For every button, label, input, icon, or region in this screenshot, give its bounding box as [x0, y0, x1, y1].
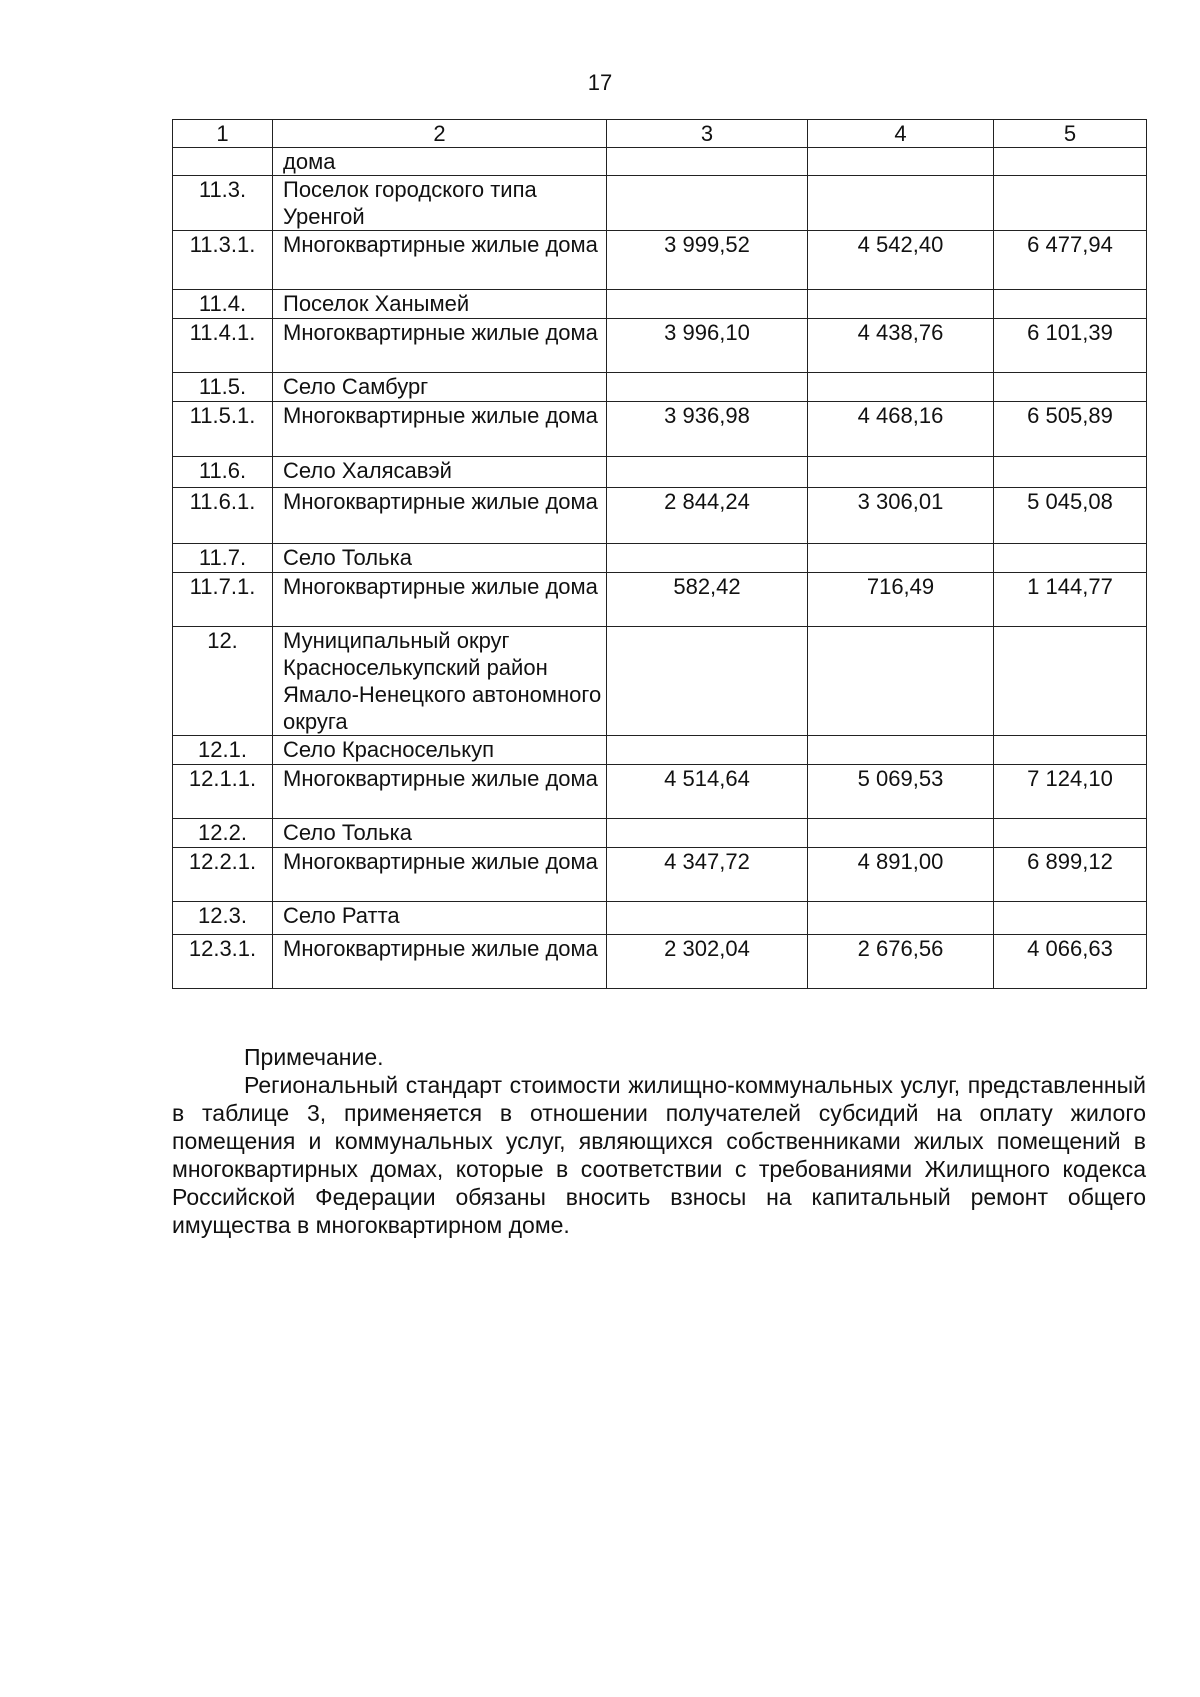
table-row: [173, 819, 1147, 848]
value-col3: [607, 544, 808, 573]
value-col5: [994, 819, 1147, 848]
row-name: Многоквартирные жилые дома: [273, 319, 607, 373]
row-name: Многоквартирные жилые дома: [273, 765, 607, 819]
row-name: Многоквартирные жилые дома: [273, 488, 607, 544]
value-col3: 3 999,52: [607, 231, 808, 290]
value-col4: [808, 736, 994, 765]
value-col3: 3 996,10: [607, 319, 808, 373]
value-col4: [808, 544, 994, 573]
row-name: Многоквартирные жилые дома: [273, 848, 607, 902]
row-number: [173, 148, 273, 176]
table-row: [173, 148, 1147, 176]
row-number: 11.4.1.: [173, 319, 273, 373]
table-row: [173, 902, 1147, 935]
row-number: 11.4.: [173, 290, 273, 319]
value-col4: [808, 627, 994, 736]
value-col5: [994, 544, 1147, 573]
value-col5: 7 124,10: [994, 765, 1147, 819]
value-col5: [994, 902, 1147, 935]
value-col4: [808, 373, 994, 402]
value-col4: [808, 148, 994, 176]
row-number: 11.6.: [173, 457, 273, 488]
table-row: [173, 457, 1147, 488]
row-number: 11.3.1.: [173, 231, 273, 290]
value-col5: 6 477,94: [994, 231, 1147, 290]
value-col3: [607, 373, 808, 402]
row-number: 12.1.1.: [173, 765, 273, 819]
value-col3: [607, 627, 808, 736]
row-name: Село Ратта: [273, 902, 607, 935]
row-name: Село Толька: [273, 544, 607, 573]
table-row: [173, 290, 1147, 319]
value-col5: 5 045,08: [994, 488, 1147, 544]
table-row: [173, 231, 1147, 290]
table-row: [173, 765, 1147, 819]
row-number: 12.3.1.: [173, 935, 273, 989]
value-col3: [607, 902, 808, 935]
row-number: 11.3.: [173, 176, 273, 231]
value-col5: [994, 373, 1147, 402]
value-col5: 6 899,12: [994, 848, 1147, 902]
header-cell: 1: [173, 120, 273, 148]
table-row: [173, 488, 1147, 544]
value-col3: 2 844,24: [607, 488, 808, 544]
value-col3: [607, 176, 808, 231]
table-row: [173, 736, 1147, 765]
value-col3: 4 347,72: [607, 848, 808, 902]
row-number: 11.7.1.: [173, 573, 273, 627]
row-name: Муниципальный округ Красноселькупский район Ямало-Ненецкого автономного округа: [273, 627, 607, 736]
row-name: Поселок городского типа Уренгой: [273, 176, 607, 231]
row-name: Поселок Ханымей: [273, 290, 607, 319]
value-col4: 5 069,53: [808, 765, 994, 819]
page-number: 17: [587, 70, 613, 95]
value-col3: [607, 457, 808, 488]
note-title: Примечание.: [244, 1044, 384, 1070]
value-col5: 6 101,39: [994, 319, 1147, 373]
value-col4: 2 676,56: [808, 935, 994, 989]
row-number: 11.5.: [173, 373, 273, 402]
value-col4: 3 306,01: [808, 488, 994, 544]
value-col3: [607, 148, 808, 176]
row-number: 11.6.1.: [173, 488, 273, 544]
table-row: [173, 935, 1147, 989]
header-cell: 3: [607, 120, 808, 148]
table-row: [173, 573, 1147, 627]
value-col3: 582,42: [607, 573, 808, 627]
value-col4: [808, 176, 994, 231]
value-col4: 4 468,16: [808, 402, 994, 457]
row-number: 12.: [173, 627, 273, 736]
value-col4: 716,49: [808, 573, 994, 627]
value-col3: [607, 819, 808, 848]
row-number: 11.7.: [173, 544, 273, 573]
value-col4: [808, 290, 994, 319]
value-col5: [994, 736, 1147, 765]
value-col3: 4 514,64: [607, 765, 808, 819]
header-cell: 2: [273, 120, 607, 148]
table-row: [173, 627, 1147, 736]
value-col5: 4 066,63: [994, 935, 1147, 989]
row-name: Многоквартирные жилые дома: [273, 573, 607, 627]
row-number: 12.1.: [173, 736, 273, 765]
value-col5: 1 144,77: [994, 573, 1147, 627]
value-col5: 6 505,89: [994, 402, 1147, 457]
table-row: [173, 373, 1147, 402]
note-section: [172, 1043, 1146, 1239]
row-number: 12.2.1.: [173, 848, 273, 902]
table-header-row: [173, 120, 1147, 148]
value-col5: [994, 457, 1147, 488]
header-cell: 4: [808, 120, 994, 148]
value-col5: [994, 148, 1147, 176]
value-col3: [607, 736, 808, 765]
value-col3: [607, 290, 808, 319]
value-col4: 4 891,00: [808, 848, 994, 902]
row-number: 12.3.: [173, 902, 273, 935]
row-name: Село Халясавэй: [273, 457, 607, 488]
row-number: 12.2.: [173, 819, 273, 848]
value-col3: 2 302,04: [607, 935, 808, 989]
note-text: Региональный стандарт стоимости жилищно-коммунальных услуг, представленный в таблице 3, применяется в отношении получателей субсидий на оплату жилого помещения и коммунальных услуг, являющихся собственниками жилых помещений в многоквартирных домах, которые в соответствии с требованиями Жилищного кодекса Российской Федерации обязаны вносить взносы на капитальный ремонт общего имущества в многоквартирном доме.: [172, 1072, 1146, 1238]
row-name: Многоквартирные жилые дома: [273, 402, 607, 457]
table-row: [173, 319, 1147, 373]
tariff-table: [172, 119, 1147, 989]
value-col4: 4 438,76: [808, 319, 994, 373]
value-col4: [808, 902, 994, 935]
value-col5: [994, 176, 1147, 231]
row-name: Многоквартирные жилые дома: [273, 231, 607, 290]
row-name: Многоквартирные жилые дома: [273, 935, 607, 989]
table-row: [173, 544, 1147, 573]
value-col3: 3 936,98: [607, 402, 808, 457]
table-row: [173, 402, 1147, 457]
value-col4: [808, 819, 994, 848]
value-col4: [808, 457, 994, 488]
header-cell: 5: [994, 120, 1147, 148]
table-row: [173, 176, 1147, 231]
value-col5: [994, 290, 1147, 319]
table-row: [173, 848, 1147, 902]
value-col5: [994, 627, 1147, 736]
row-name: Село Самбург: [273, 373, 607, 402]
row-name: Село Красноселькуп: [273, 736, 607, 765]
row-name: дома: [273, 148, 607, 176]
row-name: Село Толька: [273, 819, 607, 848]
value-col4: 4 542,40: [808, 231, 994, 290]
row-number: 11.5.1.: [173, 402, 273, 457]
